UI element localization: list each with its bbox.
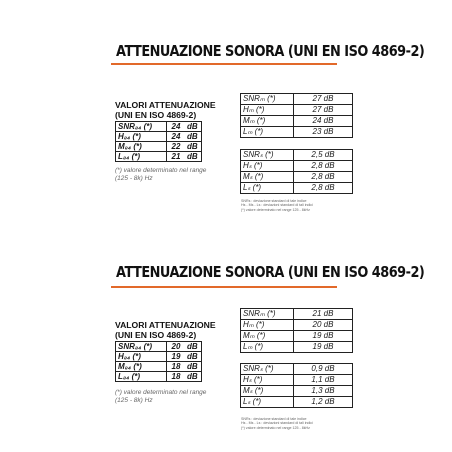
range-note: (*) valore determinato nel range (125 - 8k) Hz: [115, 167, 207, 182]
table-row: SNRₛ (*) 0,9 dB: [241, 364, 353, 375]
table-row: L₈₄ (*) 18 dB: [116, 372, 202, 382]
attenuation-section-2: [0, 220, 452, 430]
table-row: L₈₄ (*) 21 dB: [116, 152, 202, 162]
table-row: M₈₄ (*) 22 dB: [116, 142, 202, 152]
values-title: VALORI ATTENUAZIONE (UNI EN ISO 4869-2): [115, 320, 216, 340]
table-row: Mₛ (*) 1,3 dB: [241, 386, 353, 397]
title-underline: [111, 63, 337, 65]
attenuation-values-table: [115, 341, 202, 382]
attenuation-values-table: [115, 121, 202, 162]
table-row: SNR₈₄ (*) 20 dB: [116, 342, 202, 352]
table-row: SNR₈₄ (*) 24 dB: [116, 122, 202, 132]
mean-values-table: [240, 308, 353, 353]
table-row: SNRₘ (*) 21 dB: [241, 309, 353, 320]
table-row: H₈₄ (*) 19 dB: [116, 352, 202, 362]
title-underline: [111, 286, 337, 288]
table-row: M₈₄ (*) 18 dB: [116, 362, 202, 372]
section-title: ATTENUAZIONE SONORA (UNI EN ISO 4869-2): [116, 42, 425, 60]
table-row: Mₘ (*) 19 dB: [241, 331, 353, 342]
table-row: Lₛ (*) 1,2 dB: [241, 397, 353, 408]
table-row: Lₘ (*) 19 dB: [241, 342, 353, 353]
table-row: Hₘ (*) 20 dB: [241, 320, 353, 331]
table-row: Hₛ (*) 2,8 dB: [241, 161, 353, 172]
table-row: SNRₛ (*) 2,5 dB: [241, 150, 353, 161]
table-row: Mₘ (*) 24 dB: [241, 116, 353, 127]
table-row: SNRₘ (*) 27 dB: [241, 94, 353, 105]
footnote: SNRs : deviazione standard di tale indice Hs - Ms - Ls : deviazioni standard di tali indici (*) valore determinato nel range 125 - 8kHz: [241, 417, 313, 430]
footnote: SNRs : deviazione standard di tale indice Hs - Ms - Ls : deviazioni standard di tali indici (*) valore determinato nel range 125 - 8kHz: [241, 199, 313, 212]
table-row: Hₘ (*) 27 dB: [241, 105, 353, 116]
table-row: Lₛ (*) 2,8 dB: [241, 183, 353, 194]
mean-values-table: [240, 93, 353, 138]
std-dev-table: [240, 363, 353, 408]
table-row: Hₛ (*) 1,1 dB: [241, 375, 353, 386]
table-row: Mₛ (*) 2,8 dB: [241, 172, 353, 183]
table-row: Lₘ (*) 23 dB: [241, 127, 353, 138]
table-row: H₈₄ (*) 24 dB: [116, 132, 202, 142]
attenuation-section-1: [0, 0, 452, 210]
values-title: VALORI ATTENUAZIONE (UNI EN ISO 4869-2): [115, 100, 216, 120]
section-title: ATTENUAZIONE SONORA (UNI EN ISO 4869-2): [116, 263, 425, 281]
range-note: (*) valore determinato nel range (125 - 8k) Hz: [115, 389, 207, 404]
std-dev-table: [240, 149, 353, 194]
